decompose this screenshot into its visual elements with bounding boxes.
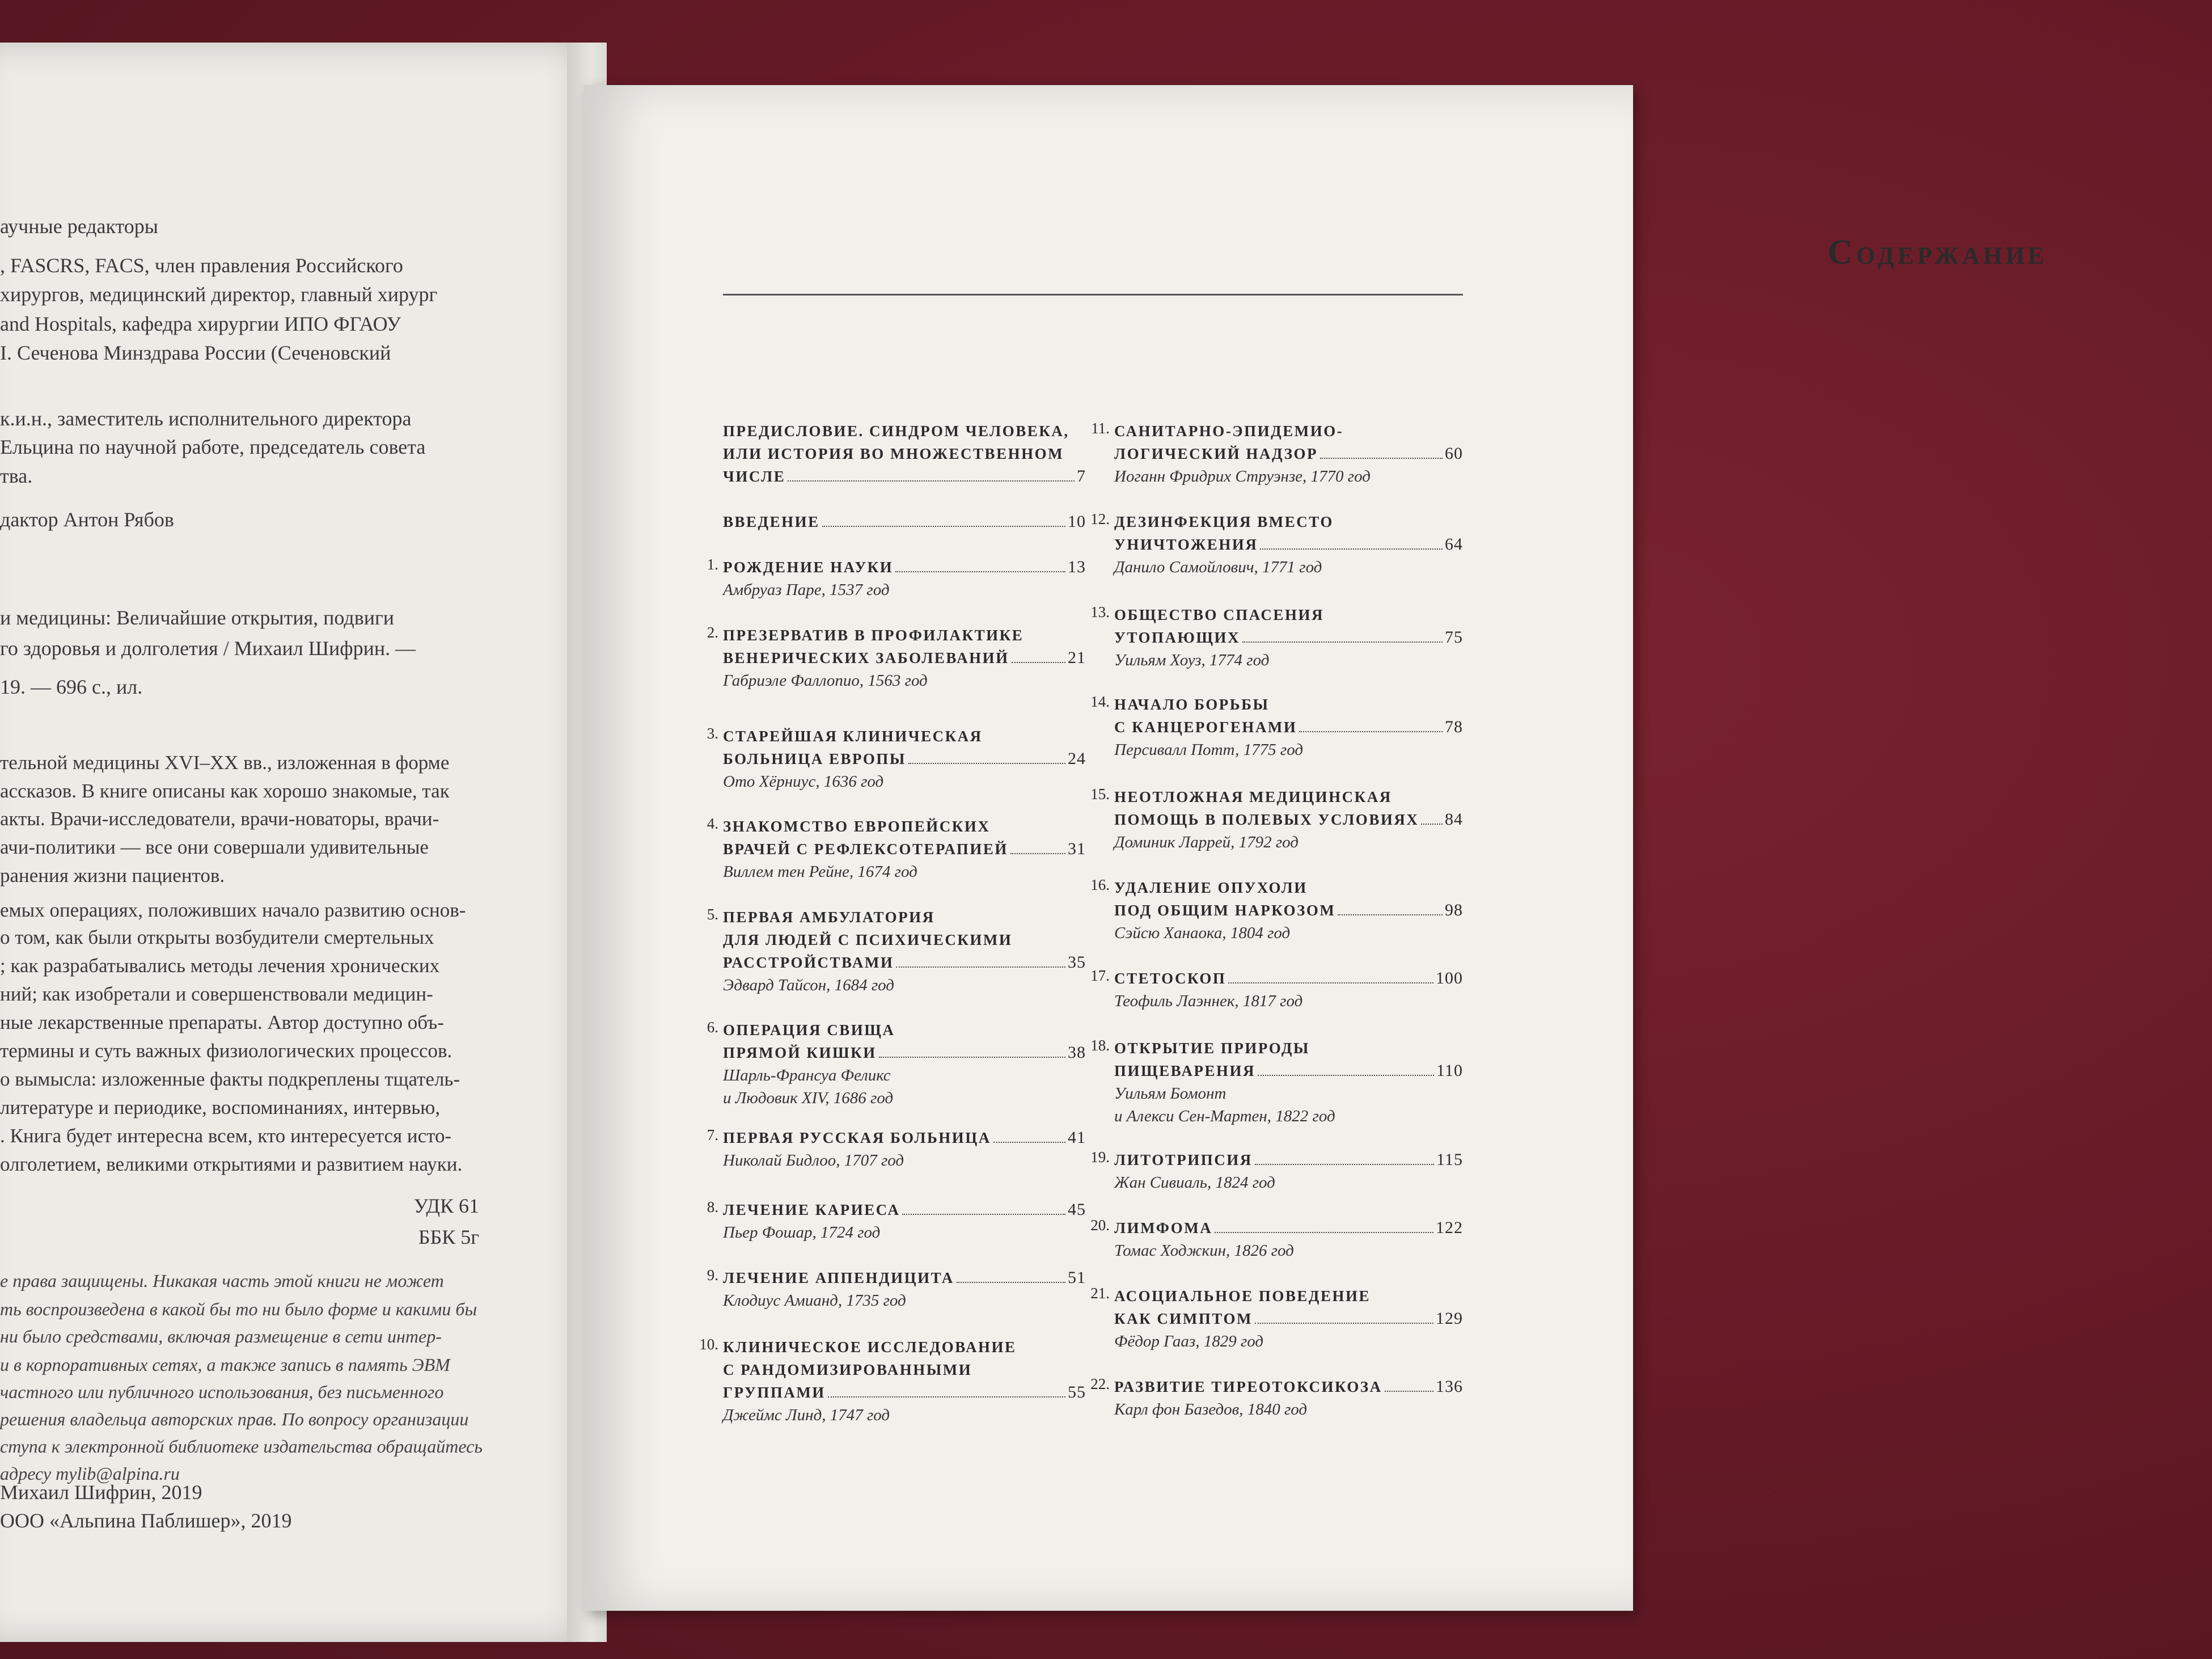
rights-notice-line: и в корпоративных сетях, а также запись в память ЭВМ	[0, 1354, 450, 1375]
chapter-title-text: ВЕНЕРИЧЕСКИХ ЗАБОЛЕВАНИЙ	[723, 649, 1009, 666]
chapter-title-line: ДЕЗИНФЕКЦИЯ ВМЕСТО	[1114, 513, 1334, 530]
chapter-title-text: СТЕТОСКОП	[1114, 970, 1226, 987]
toc-entry[interactable]	[1090, 603, 1463, 672]
left-page-line: 19. — 696 с., ил.	[0, 676, 143, 698]
left-page-line: ний; как изобретали и совершенствовали медицин-	[0, 983, 433, 1005]
left-page-line: Ельцина по научной работе, председатель совета	[0, 436, 426, 458]
page-number: 45	[1068, 1200, 1086, 1219]
left-page-line: и медицины: Величайшие открытия, подвиги	[0, 606, 394, 629]
toc-entry[interactable]	[699, 1336, 1086, 1426]
left-page-line: к.и.н., заместитель исполнительного директора	[0, 407, 412, 430]
chapter-number: 5.	[707, 906, 718, 923]
toc-entry[interactable]	[1090, 876, 1463, 944]
page-number: 31	[1068, 839, 1086, 858]
chapter-author: Уильям Хоуз, 1774 год	[1114, 651, 1270, 669]
copyright-publisher: ООО «Альпина Паблишер», 2019	[0, 1509, 292, 1532]
left-page-line: тельной медицины XVI–XX вв., изложенная в форме	[0, 752, 450, 774]
page-number: 122	[1436, 1218, 1463, 1237]
chapter-title-text: ПИЩЕВАРЕНИЯ	[1114, 1062, 1255, 1079]
chapter-title-last-line	[723, 951, 1086, 974]
chapter-title-last-line	[1114, 899, 1463, 922]
toc-entry[interactable]	[707, 1267, 1086, 1312]
left-page-line: хирургов, медицинский директор, главный хирург	[0, 283, 438, 306]
left-page-line: литературе и периодике, воспоминаниях, интервью,	[0, 1096, 441, 1118]
dot-leader	[1010, 853, 1065, 854]
page-number: 21	[1068, 648, 1086, 667]
chapter-author: и Людовик XIV, 1686 год	[723, 1089, 894, 1107]
chapter-title-last-line	[723, 510, 1086, 533]
page-number: 64	[1445, 535, 1463, 554]
dot-leader	[1255, 1323, 1433, 1324]
chapter-number: 16.	[1090, 876, 1110, 893]
chapter-author: Сэйсю Ханаока, 1804 год	[1114, 924, 1291, 942]
left-page-line: . Книга будет интересна всем, кто интересуется исто-	[0, 1125, 452, 1147]
chapter-title-last-line	[1114, 1149, 1463, 1171]
left-page-line: о вымысла: изложенные факты подкреплены тщатель-	[0, 1068, 460, 1090]
chapter-title-text: ЛИМФОМА	[1114, 1219, 1213, 1236]
dot-leader	[1320, 458, 1443, 459]
dot-leader	[957, 1282, 1065, 1283]
chapter-number: 17.	[1090, 967, 1110, 984]
chapter-title-line: ОПЕРАЦИЯ СВИЩА	[723, 1021, 895, 1039]
left-page-line: ранения жизни пациентов.	[0, 864, 225, 887]
chapter-title-text: ПЕРВАЯ РУССКАЯ БОЛЬНИЦА	[723, 1129, 991, 1146]
left-page-line: I. Сеченова Минздрава России (Сеченовский	[0, 341, 391, 364]
chapter-title-text: ЛОГИЧЕСКИЙ НАДЗОР	[1114, 445, 1318, 462]
dot-leader	[1255, 1164, 1434, 1165]
page-number: 78	[1445, 717, 1463, 736]
dot-leader	[1215, 1232, 1433, 1233]
chapter-title-text: ГРУППАМИ	[723, 1384, 826, 1401]
chapter-title-line: НАЧАЛО БОРЬБЫ	[1114, 696, 1270, 713]
chapter-number: 21.	[1090, 1285, 1110, 1302]
chapter-title-last-line	[723, 1198, 1086, 1221]
chapter-title-line: ДЛЯ ЛЮДЕЙ С ПСИХИЧЕСКИМИ	[723, 931, 1013, 948]
chapter-author: Амбруаз Паре, 1537 год	[723, 581, 890, 599]
dot-leader	[1228, 982, 1433, 983]
chapter-title-last-line	[1114, 442, 1463, 465]
page-number: 35	[1068, 953, 1086, 972]
chapter-author: Габриэле Фаллопио, 1563 год	[723, 672, 928, 690]
toc-entry[interactable]	[1090, 1037, 1463, 1128]
page-number: 136	[1436, 1377, 1463, 1396]
chapter-number: 18.	[1090, 1037, 1110, 1054]
page-number: 13	[1068, 558, 1086, 576]
dot-leader	[1338, 914, 1443, 915]
dot-leader	[902, 1214, 1065, 1215]
bbk-code: ББК 5г	[418, 1226, 479, 1248]
dot-leader	[1012, 662, 1065, 663]
page-number: 115	[1436, 1150, 1463, 1169]
chapter-title-text: ВРАЧЕЙ С РЕФЛЕКСОТЕРАПИЕЙ	[723, 841, 1008, 858]
dot-leader	[1299, 731, 1443, 732]
dot-leader	[908, 763, 1065, 764]
chapter-title-line: АСОЦИАЛЬНОЕ ПОВЕДЕНИЕ	[1114, 1287, 1371, 1305]
chapter-title-last-line	[723, 748, 1086, 770]
chapter-number: 11.	[1091, 420, 1110, 437]
chapter-title-text: ПОМОЩЬ В ПОЛЕВЫХ УСЛОВИЯХ	[1114, 811, 1419, 828]
chapter-title-text: БОЛЬНИЦА ЕВРОПЫ	[723, 750, 906, 767]
toc-entry[interactable]	[1090, 786, 1463, 854]
chapter-title-text: КАК СИМПТОМ	[1114, 1310, 1253, 1327]
page-number: 110	[1436, 1061, 1463, 1080]
rights-notice-line: частного или публичного использования, без письменного	[0, 1382, 444, 1402]
page-number: 129	[1436, 1309, 1463, 1328]
chapter-title-last-line	[1114, 1217, 1463, 1239]
dot-leader	[1385, 1391, 1433, 1392]
toc-entry[interactable]	[707, 1126, 1086, 1172]
chapter-title-line: КЛИНИЧЕСКОЕ ИССЛЕДОВАНИЕ	[723, 1339, 1017, 1356]
left-page-line: тва.	[0, 465, 33, 487]
page-title: Содержание	[1827, 233, 2048, 272]
dot-leader	[1242, 641, 1443, 643]
left-page-line: ные лекарственные препараты. Автор доступно объ-	[0, 1011, 444, 1033]
chapter-title-text: ЛИТОТРИПСИЯ	[1114, 1151, 1253, 1168]
dot-leader	[993, 1142, 1065, 1143]
chapter-title-text: ПРЯМОЙ КИШКИ	[723, 1044, 877, 1061]
chapter-author: Жан Сивиаль, 1824 год	[1114, 1173, 1275, 1192]
chapter-title-text: ПОД ОБЩИМ НАРКОЗОМ	[1114, 902, 1336, 919]
page-number: 75	[1445, 628, 1463, 647]
toc-entry[interactable]	[723, 420, 1086, 488]
chapter-author: Томас Ходжкин, 1826 год	[1114, 1242, 1294, 1260]
rights-notice-line: ни было средствами, включая размещение в сети интер-	[0, 1326, 442, 1346]
left-page-line: акты. Врачи-исследователи, врачи-новаторы, врачи-	[0, 808, 439, 830]
dot-leader	[1421, 824, 1443, 825]
rights-notice-line: ть воспроизведена в какой бы то ни было форме и какими бы	[0, 1299, 477, 1319]
chapter-author: Персивалл Потт, 1775 год	[1114, 741, 1304, 759]
chapter-title-text: РАЗВИТИЕ ТИРЕОТОКСИКОЗА	[1114, 1378, 1382, 1395]
toc-entry[interactable]	[1090, 1285, 1463, 1353]
toc-entry[interactable]	[707, 815, 1086, 883]
rights-notice-line: решения владельца авторских прав. По вопросу организации	[0, 1409, 469, 1429]
page-number: 84	[1445, 810, 1463, 829]
chapter-title-line: ОБЩЕСТВО СПАСЕНИЯ	[1114, 606, 1324, 623]
dot-leader	[822, 526, 1065, 527]
left-page-line: ассказов. В книге описаны как хорошо знакомые, так	[0, 780, 450, 802]
chapter-title-last-line	[1114, 716, 1463, 738]
dot-leader	[879, 1057, 1065, 1058]
dot-leader	[896, 966, 1065, 968]
chapter-title-last-line	[1114, 967, 1463, 990]
page-number: 7	[1077, 467, 1086, 486]
chapter-number: 14.	[1090, 693, 1110, 710]
chapter-title-last-line	[723, 1267, 1086, 1289]
toc-entry[interactable]	[1090, 1375, 1463, 1421]
chapter-author: и Алекси Сен-Мартен, 1822 год	[1114, 1107, 1335, 1125]
chapter-title-last-line	[723, 1381, 1086, 1404]
chapter-number: 15.	[1090, 786, 1110, 803]
left-page-line: аучные редакторы	[0, 215, 158, 238]
chapter-title-last-line	[723, 465, 1086, 488]
toc-entry[interactable]	[1090, 693, 1463, 761]
chapter-title-line: СТАРЕЙШАЯ КЛИНИЧЕСКАЯ	[723, 728, 983, 745]
chapter-author: Данило Самойлович, 1771 год	[1114, 558, 1322, 576]
chapter-title-last-line	[1114, 626, 1463, 649]
chapter-title-line: ПРЕЗЕРВАТИВ В ПРОФИЛАКТИКЕ	[723, 627, 1024, 644]
page-number: 60	[1445, 444, 1463, 463]
chapter-title-text: ЛЕЧЕНИЕ АППЕНДИЦИТА	[723, 1269, 954, 1286]
chapter-title-line: НЕОТЛОЖНАЯ МЕДИЦИНСКАЯ	[1114, 788, 1392, 805]
chapter-title-last-line	[1114, 808, 1463, 831]
chapter-title-last-line	[723, 838, 1086, 860]
chapter-number: 8.	[707, 1198, 718, 1215]
chapter-title-text: ЧИСЛЕ	[723, 468, 786, 485]
toc-entry[interactable]	[723, 510, 1086, 533]
toc-entry[interactable]	[1090, 510, 1463, 579]
chapter-author: Теофиль Лаэннек, 1817 год	[1114, 992, 1303, 1010]
chapter-title-line: ПРЕДИСЛОВИЕ. СИНДРОМ ЧЕЛОВЕКА,	[723, 423, 1069, 440]
toc-entry[interactable]	[1091, 420, 1463, 488]
toc-entry[interactable]	[707, 1198, 1086, 1244]
toc-entry[interactable]	[707, 1019, 1086, 1109]
chapter-author: Джеймс Линд, 1747 год	[723, 1406, 890, 1424]
chapter-title-text: ВВЕДЕНИЕ	[723, 513, 820, 530]
toc-entry[interactable]	[707, 725, 1086, 793]
dot-leader	[788, 480, 1075, 482]
chapter-author: Шарль-Франсуа Феликс	[723, 1066, 891, 1084]
toc-entry[interactable]	[707, 624, 1086, 692]
chapter-title-line: ЗНАКОМСТВО ЕВРОПЕЙСКИХ	[723, 818, 991, 835]
chapter-title-line: УДАЛЕНИЕ ОПУХОЛИ	[1114, 879, 1308, 896]
chapter-number: 12.	[1090, 510, 1110, 527]
toc-entry[interactable]	[707, 556, 1086, 601]
left-page-line: го здоровья и долголетия / Михаил Шифрин. —	[0, 637, 416, 660]
left-page-line: емых операциях, положивших начало развитию основ-	[0, 899, 466, 921]
chapter-title-last-line	[723, 556, 1086, 579]
toc-entry[interactable]	[1090, 1149, 1463, 1194]
chapter-author: Уильям Бомонт	[1114, 1084, 1226, 1103]
dot-leader	[895, 571, 1065, 572]
chapter-author: Ото Хёрниус, 1636 год	[723, 772, 884, 791]
chapter-title-line: ИЛИ ИСТОРИЯ ВО МНОЖЕСТВЕННОМ	[723, 445, 1064, 462]
page-number: 38	[1068, 1043, 1086, 1062]
chapter-number: 22.	[1090, 1375, 1110, 1392]
toc-entry[interactable]	[1090, 1217, 1463, 1262]
chapter-number: 7.	[707, 1126, 718, 1143]
chapter-number: 3.	[707, 725, 718, 742]
chapter-title-last-line	[1114, 1059, 1463, 1082]
chapter-title-text: ЛЕЧЕНИЕ КАРИЕСА	[723, 1201, 900, 1218]
chapter-author: Иоганн Фридрих Струэнзе, 1770 год	[1114, 467, 1371, 486]
chapter-number: 13.	[1090, 603, 1110, 620]
left-page-line: олголетием, великими открытиями и развитием науки.	[0, 1153, 463, 1175]
title-rule	[723, 294, 1463, 296]
dot-leader	[1260, 548, 1443, 550]
page-number: 51	[1068, 1268, 1086, 1287]
chapter-number: 1.	[707, 556, 718, 573]
chapter-title-line: С РАНДОМИЗИРОВАННЫМИ	[723, 1361, 972, 1378]
chapter-title-text: РАССТРОЙСТВАМИ	[723, 954, 894, 971]
page-number: 41	[1068, 1128, 1086, 1147]
chapter-title-last-line	[723, 1126, 1086, 1149]
page-number: 55	[1068, 1383, 1086, 1402]
chapter-author: Эдвард Тайсон, 1684 год	[723, 976, 894, 994]
chapter-number: 6.	[707, 1019, 718, 1036]
toc-entry[interactable]	[707, 906, 1086, 997]
chapter-title-text: РОЖДЕНИЕ НАУКИ	[723, 559, 894, 576]
dot-leader	[1258, 1075, 1434, 1076]
chapter-author: Виллем тен Рейне, 1674 год	[723, 863, 917, 881]
chapter-number: 2.	[707, 624, 718, 641]
chapter-title-last-line	[1114, 1375, 1463, 1398]
left-page-line: and Hospitals, кафедра хирургии ИПО ФГАОУ	[0, 313, 401, 335]
rights-notice-line: ступа к электронной библиотеке издательства обращайтесь	[0, 1436, 483, 1457]
page-number: 98	[1445, 901, 1463, 919]
chapter-number: 9.	[707, 1267, 718, 1284]
chapter-title-line: ПЕРВАЯ АМБУЛАТОРИЯ	[723, 909, 935, 926]
left-page-line: ; как разрабатывались методы лечения хронических	[0, 955, 440, 977]
chapter-number: 10.	[699, 1336, 718, 1353]
udk-code: УДК 61	[413, 1194, 479, 1217]
chapter-author: Карл фон Базедов, 1840 год	[1114, 1400, 1308, 1419]
chapter-title-last-line	[723, 1041, 1086, 1064]
chapter-author: Николай Бидлоо, 1707 год	[723, 1151, 904, 1170]
rights-notice-line: адресу mylib@alpina.ru	[0, 1463, 180, 1484]
toc-entry[interactable]	[1090, 967, 1463, 1012]
chapter-author: Пьер Фошар, 1724 год	[723, 1223, 881, 1242]
copyright-author: Михаил Шифрин, 2019	[0, 1481, 202, 1504]
chapter-number: 19.	[1090, 1149, 1110, 1166]
chapter-title-text: УТОПАЮЩИХ	[1114, 629, 1241, 646]
page-number: 100	[1436, 969, 1463, 987]
page-number: 10	[1068, 512, 1086, 531]
dot-leader	[828, 1396, 1065, 1398]
page-number: 24	[1068, 749, 1086, 768]
chapter-title-text: С КАНЦЕРОГЕНАМИ	[1114, 719, 1297, 736]
chapter-number: 4.	[707, 815, 718, 832]
chapter-author: Фёдор Гааз, 1829 год	[1114, 1332, 1264, 1350]
left-page-line: дактор Антон Рябов	[0, 508, 174, 531]
chapter-title-line: ОТКРЫТИЕ ПРИРОДЫ	[1114, 1040, 1310, 1057]
chapter-title-last-line	[1114, 533, 1463, 556]
chapter-title-text: УНИЧТОЖЕНИЯ	[1114, 536, 1258, 553]
left-page-line: термины и суть важных физиологических процессов.	[0, 1040, 452, 1062]
left-page-line: ачи-политики — все они совершали удивительные	[0, 836, 429, 858]
left-page-line: о том, как были открыты возбудители смертельных	[0, 926, 434, 948]
chapter-title-line: САНИТАРНО-ЭПИДЕМИО-	[1114, 423, 1344, 440]
rights-notice-line: е права защищены. Никакая часть этой книги не может	[0, 1270, 444, 1291]
chapter-author: Доминик Ларрей, 1792 год	[1114, 833, 1299, 851]
chapter-number: 20.	[1090, 1217, 1110, 1234]
chapter-title-last-line	[1114, 1307, 1463, 1330]
left-page-line: , FASCRS, FACS, член правления Российского	[0, 254, 403, 277]
chapter-author: Клодиус Амианд, 1735 год	[723, 1291, 906, 1310]
chapter-title-last-line	[723, 647, 1086, 669]
